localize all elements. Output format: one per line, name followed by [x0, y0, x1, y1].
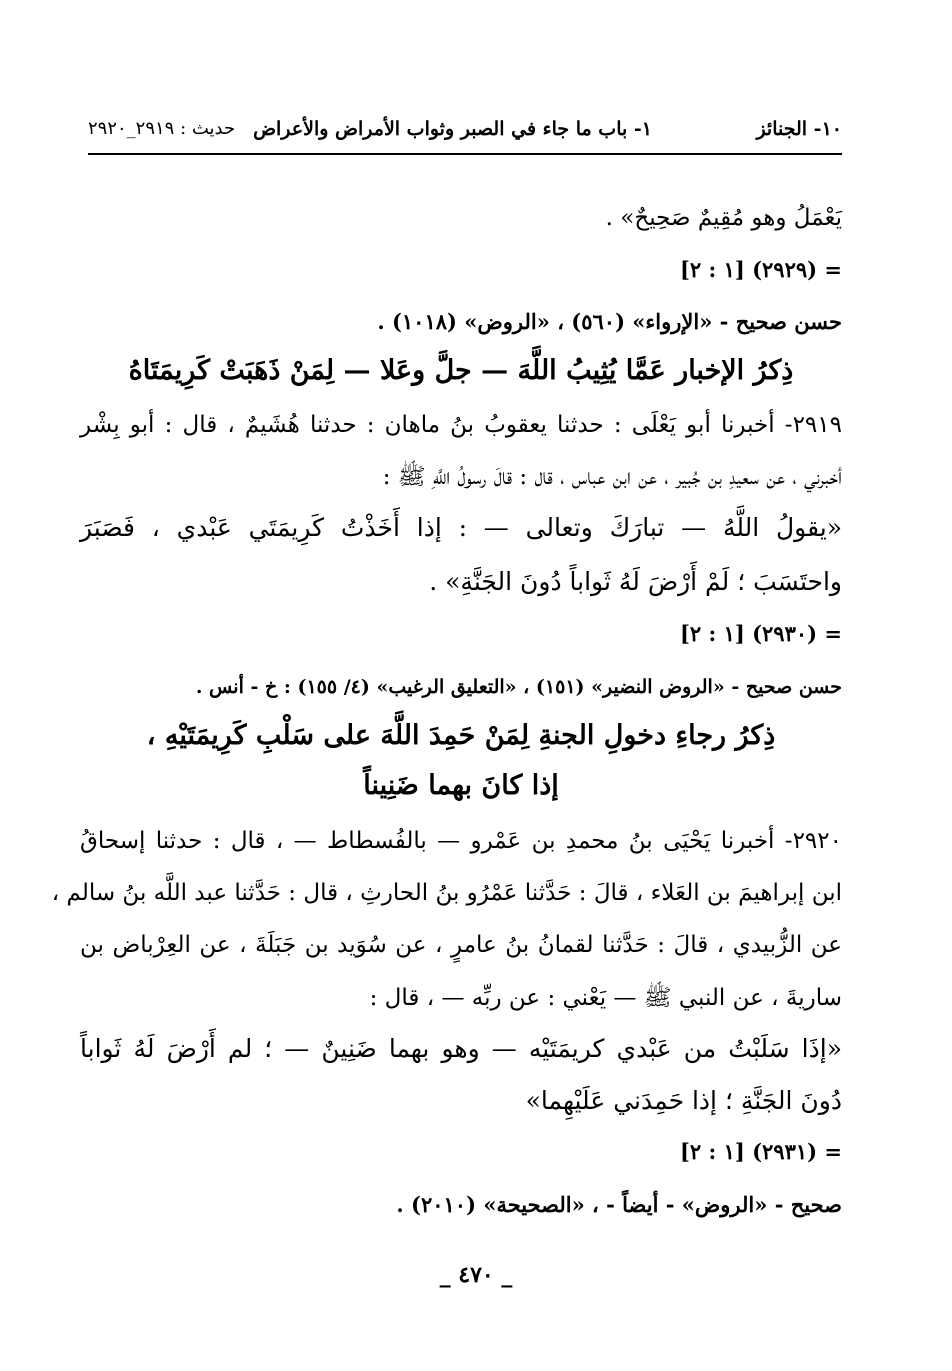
section-heading: ذِكرُ رجاءِ دخولِ الجنةِ لِمَنْ حَمِدَ اللَّهَ على سَلْبِ كَرِيمَتَيْهِ ، [146, 720, 776, 751]
text-line: يَعْمَلُ وهو مُقِيمٌ صَحِيحٌ» . [605, 205, 842, 231]
reference-line: = (٢٩٢٩) [١ : ٢] [679, 257, 842, 282]
hadith-text-line: ساريةَ ، عن النبي ﷺ — يَعْني : عن ربِّه — ، قال : [369, 985, 842, 1011]
reference-line: = (٢٩٣١) [١ : ٢] [679, 1139, 842, 1164]
hadith-range: حديث : ٢٩١٩_٢٩٢٠ [88, 118, 236, 139]
hadith-text-line: دُونَ الجَنَّةِ ؛ إذا حَمِدَني عَلَيْهِما» [525, 1086, 842, 1115]
grading-line: صحيح - «الروض» - أيضاً - ، «الصحيحة» (٢٠١٠) . [396, 1192, 842, 1217]
hadith-text-line: «إذَا سَلَبْتُ من عَبْدي كريمَتَيْه — وهو بهما ضَنِينٌ — ؛ لم أَرْضَ لَهُ ثَواباً [80, 1034, 842, 1063]
section-heading: إذا كانَ بهما ضَنِيناً [363, 770, 559, 801]
hadith-text-line: عن الزُّبيدي ، قالَ : حَدَّثنا لقمانُ بنُ عامرٍ ، عن سُوَيد بن جَبَلَةَ ، عن العِرْباض بن [80, 932, 842, 958]
book-title: ١٠- الجنائز [756, 118, 842, 140]
section-heading: ذِكرُ الإخبار عَمَّا يُثِيبُ اللَّهَ — جلَّ وعَلا — لِمَنْ ذَهَبَتْ كَرِيمَتَاهُ [128, 355, 794, 386]
hadith-text-line: «يقولُ اللَّهُ — تبارَكَ وتعالى — : إذا أَخَذْتُ كَرِيمَتَي عَبْدي ، فَصَبَرَ [80, 513, 842, 542]
reference-line: = (٢٩٣٠) [١ : ٢] [679, 621, 842, 646]
hadith-text-line: أخبرني ، عن سعيدِ بن جُبير ، عن ابن عباس ، قال : قالَ رسولُ اللَّهِ ﷺ : [382, 464, 842, 490]
header-rule [88, 153, 842, 155]
hadith-text-line: ٢٩٢٠- أخبرنا يَحْيَى بنُ محمدِ بن عَمْرو — بالفُسطاط — ، قال : حدثنا إسحاقُ [80, 828, 842, 854]
chapter-title: ١- باب ما جاء في الصبر وثواب الأمراض والأعراض [253, 118, 652, 140]
running-header [88, 114, 842, 150]
hadith-text-line: واحتَسَبَ ؛ لَمْ أَرْضَ لَهُ ثَواباً دُونَ الجَنَّةِ» . [429, 567, 842, 596]
hadith-text-line: ابن إبراهيمَ بن العَلاء ، قالَ : حَدَّثنا عَمْرُو بنُ الحارثِ ، قال : حَدَّثنا عبد اللَّه بنُ سالم ، [51, 880, 842, 906]
grading-line: حسن صحيح - «الإرواء» (٥٦٠) ، «الروض» (١٠١٨) . [377, 309, 842, 334]
grading-line: حسن صحيح - «الروض النضير» (١٥١) ، «التعليق الرغيب» (٤/ ١٥٥) : خ - أنس . [195, 676, 842, 698]
page-number: _ ٤٧٠ _ [439, 1262, 513, 1288]
hadith-text-line: ٢٩١٩- أخبرنا أبو يَعْلَى : حدثنا يعقوبُ بنُ ماهان : حدثنا هُشَيمٌ ، قال : أبو بِشْر [80, 412, 842, 438]
